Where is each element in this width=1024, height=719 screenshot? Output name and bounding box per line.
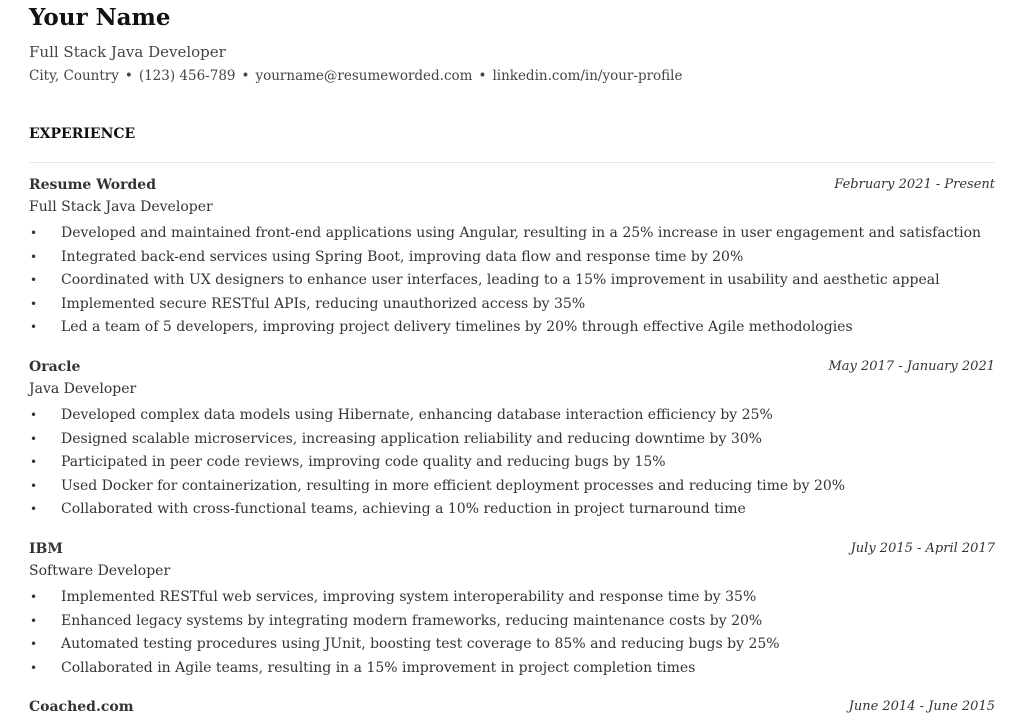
achievement-text: Enhanced legacy systems by integrating modern frameworks, reducing maintenance costs by 20% (61, 612, 763, 629)
job-role: Java Developer (29, 381, 137, 397)
section-divider (29, 162, 995, 163)
job-dates: June 2014 - June 2015 (848, 699, 995, 714)
achievement-text: Integrated back-end services using Spring Boot, improving data flow and response time by 20% (61, 248, 744, 265)
job-dates: May 2017 - January 2021 (828, 359, 995, 374)
achievement-item (29, 428, 995, 452)
achievement-text: Collaborated in Agile teams, resulting in a 15% improvement in project completion times (61, 659, 696, 676)
achievement-item (29, 475, 995, 499)
job-entry (29, 699, 995, 719)
bullet-icon: • (30, 502, 38, 516)
bullet-icon: • (30, 408, 38, 422)
job-company: Coached.com (29, 699, 134, 715)
job-entry (29, 359, 995, 522)
contact-separator: • (478, 68, 487, 84)
bullet-icon: • (30, 478, 38, 493)
achievement-text: Collaborated with cross-functional teams, achieving a 10% reduction in project turnaround time (61, 501, 746, 517)
achievement-text: Implemented secure RESTful APIs, reducing unauthorized access by 35% (61, 295, 586, 312)
bullet-icon: • (30, 226, 38, 240)
achievement-item (29, 269, 995, 293)
contact-email: yourname@resumeworded.com (255, 68, 473, 84)
bullet-icon: • (30, 660, 38, 675)
achievement-item (29, 293, 995, 317)
bullet-icon: • (30, 613, 38, 628)
job-header (29, 177, 995, 197)
job-role: Full Stack Java Developer (29, 199, 213, 215)
achievement-text: Participated in peer code reviews, improving code quality and reducing bugs by 15% (61, 454, 666, 470)
achievement-text: Designed scalable microservices, increasing application reliability and reducing downtime by 30% (61, 430, 762, 447)
achievement-text: Developed complex data models using Hibernate, enhancing database interaction efficiency by 25% (61, 407, 773, 423)
contact-line (29, 68, 682, 84)
achievement-text: Used Docker for containerization, resulting in more efficient deployment processes and reducing time by 20% (61, 477, 846, 494)
achievement-item (29, 498, 995, 522)
contact-separator: • (124, 68, 133, 84)
bullet-icon: • (30, 296, 38, 311)
job-entry (29, 177, 995, 340)
bullet-icon: • (30, 320, 38, 334)
contact-separator: • (241, 68, 250, 84)
bullet-icon: • (30, 249, 38, 264)
achievement-item (29, 404, 995, 428)
achievement-text: Automated testing procedures using JUnit, boosting test coverage to 85% and reducing bugs by 25% (61, 636, 780, 652)
achievement-text: Coordinated with UX designers to enhance user interfaces, leading to a 15% improvement in usability and aesthetic appeal (61, 272, 940, 288)
job-company: Oracle (29, 359, 81, 375)
achievement-item (29, 657, 995, 681)
job-company: Resume Worded (29, 177, 156, 193)
achievement-text: Implemented RESTful web services, improving system interoperability and response time by 35% (61, 589, 757, 605)
candidate-name: Your Name (29, 4, 171, 31)
job-company: IBM (29, 541, 63, 557)
achievement-item (29, 610, 995, 634)
bullet-icon: • (30, 273, 38, 287)
bullet-icon: • (30, 637, 38, 651)
achievement-item (29, 316, 995, 340)
job-dates: February 2021 - Present (834, 177, 995, 192)
achievement-item (29, 586, 995, 610)
contact-linkedin: linkedin.com/in/your-profile (492, 68, 683, 84)
achievement-item (29, 451, 995, 475)
job-achievements (29, 404, 995, 522)
job-entry (29, 541, 995, 680)
job-header (29, 359, 995, 379)
contact-location: City, Country (29, 68, 119, 84)
job-dates: July 2015 - April 2017 (850, 541, 995, 556)
job-achievements (29, 222, 995, 340)
candidate-title: Full Stack Java Developer (29, 43, 226, 61)
bullet-icon: • (30, 431, 38, 446)
achievement-text: Led a team of 5 developers, improving project delivery timelines by 20% through effective Agile methodologies (61, 319, 853, 335)
job-header (29, 699, 995, 719)
achievement-item (29, 633, 995, 657)
bullet-icon: • (30, 455, 38, 469)
achievement-item (29, 246, 995, 270)
job-header (29, 541, 995, 561)
bullet-icon: • (30, 590, 38, 604)
job-achievements (29, 586, 995, 680)
contact-phone: (123) 456-789 (138, 68, 236, 84)
experience-heading: EXPERIENCE (29, 126, 136, 142)
job-role: Software Developer (29, 563, 171, 579)
achievement-item (29, 222, 995, 246)
achievement-text: Developed and maintained front-end applications using Angular, resulting in a 25% increase in user engagement and satisfaction (61, 225, 982, 241)
